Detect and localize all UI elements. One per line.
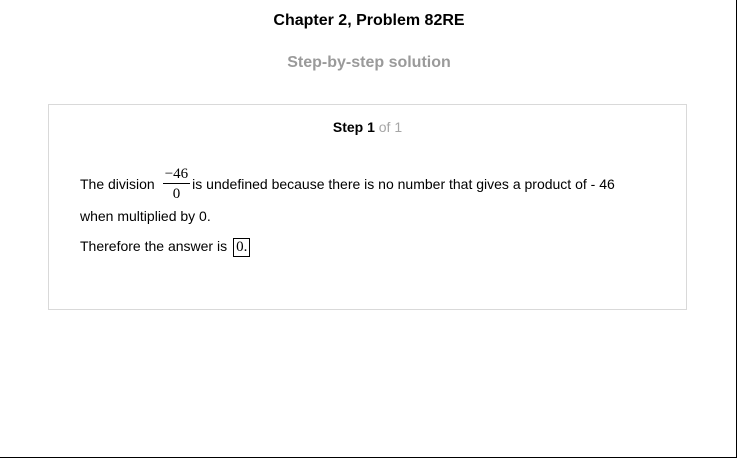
- line1-suffix: is undefined because there is no number that gives a product of - 46: [192, 175, 615, 192]
- fraction-denominator: 0: [172, 186, 181, 202]
- step-count: of 1: [378, 119, 403, 135]
- step-header: [49, 119, 686, 135]
- step-label: Step 1: [332, 119, 375, 135]
- line1-prefix: The division: [80, 175, 155, 192]
- fraction-numerator: −46: [164, 166, 189, 182]
- solution-subtitle: Step-by-step solution: [287, 54, 451, 71]
- boxed-answer: 0.: [233, 238, 250, 257]
- solution-line-1: [80, 165, 615, 205]
- line3-prefix: Therefore the answer is: [80, 238, 228, 254]
- step-card: [48, 104, 687, 310]
- solution-line-3: [80, 238, 250, 257]
- solution-line-2: when multiplied by 0.: [80, 208, 211, 224]
- fraction: [163, 166, 190, 203]
- page-title: Chapter 2, Problem 82RE: [273, 12, 465, 29]
